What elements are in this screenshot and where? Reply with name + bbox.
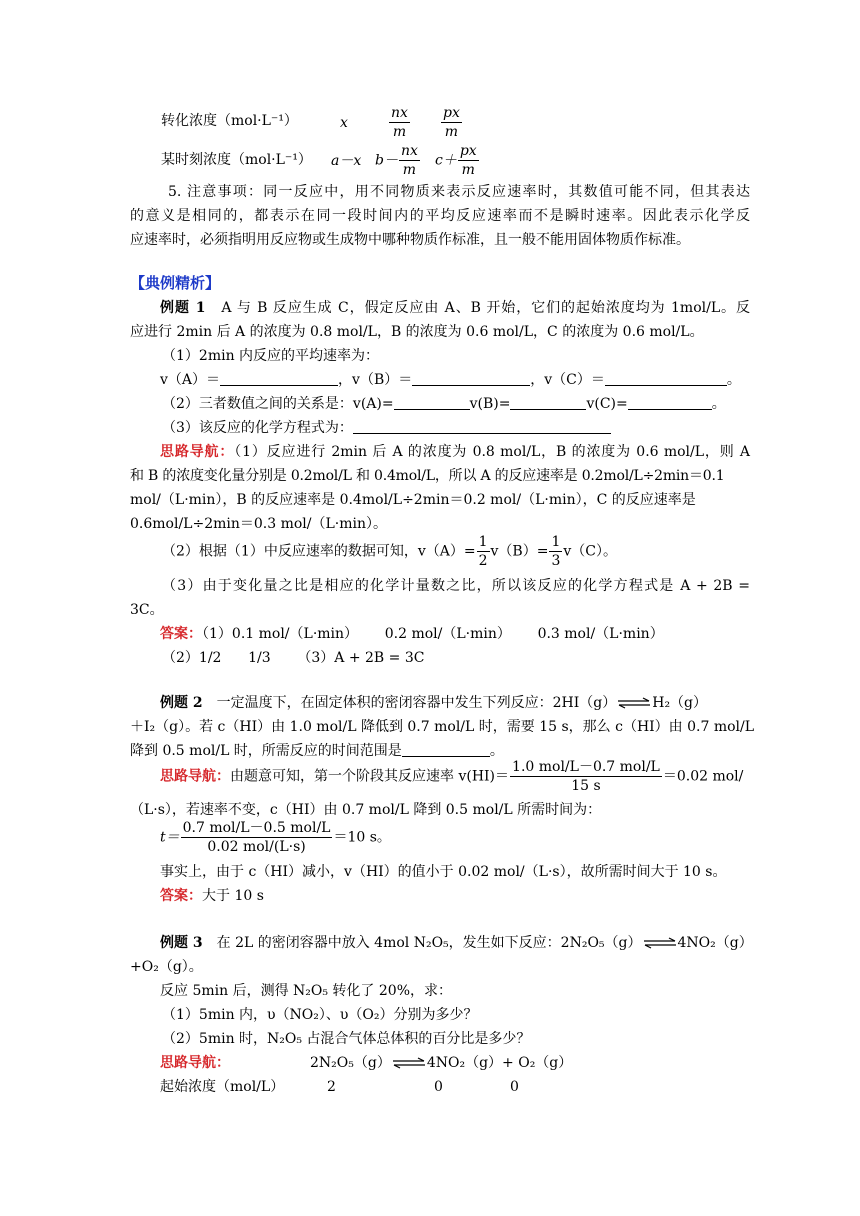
- ex3-init-o2: 0: [510, 1079, 519, 1095]
- ex1-answer-2: （2）1/2 1/3 （3）A + 2B = 3C: [162, 650, 425, 666]
- ex1-guide-4: 0.6mol/L÷2min＝0.3 mol/（L·min）。: [130, 516, 387, 532]
- ex3-init-n2o5: 2: [327, 1079, 336, 1095]
- ex3-q1: （1）5min 内，υ（NO₂）、υ（O₂）分别为多少？: [162, 1007, 478, 1023]
- blank-q2-3: [628, 395, 712, 410]
- ex1-guide-6: （3）由于变化量之比是相应的化学计量数之比，所以该反应的化学方程式是 A + 2B =: [162, 578, 750, 594]
- moment-label: 某时刻浓度（mol·L⁻¹）: [161, 152, 312, 168]
- blank-vB: [412, 371, 530, 386]
- ex1-guide-5: （2）根据（1）中反应速率的数据可知，v（A）= $\frac{1}{2}$ v（B）= $\frac{1}{3}$ v（C）。: [162, 534, 617, 569]
- note5-line1: 5. 注意事项：同一反应中，用不同物质来表示反应速率时，其数值可能不同，但其表达: [168, 184, 750, 200]
- conv-x: x: [340, 115, 348, 131]
- frac-nx-over-m: $\frac{nx}{m}$: [391, 105, 408, 140]
- ex1-q3: （3）该反应的化学方程式为：: [162, 418, 611, 438]
- conv-label: 转化浓度（mol·L⁻¹）: [161, 113, 298, 129]
- ex1-q1: （1）2min 内反应的平均速率为：: [162, 348, 380, 364]
- ex3-init-no2: 0: [434, 1079, 443, 1095]
- ex1-guide-3: mol/（L·min），B 的反应速率是 0.4mol/L÷2min＝0.2 mol/（L·min），C 的反应速率是: [130, 492, 696, 508]
- blank-q3: [353, 419, 611, 434]
- ex2-line3: 降到 0.5 mol/L 时，所需反应的时间范围是 。: [130, 743, 504, 759]
- ex1-rates-line: v（A）＝ ，v（B）＝ ，v（C）＝ 。: [160, 372, 741, 388]
- ex2-guide-2: （L·s），若速率不变，c（HI）由 0.7 mol/L 降到 0.5 mol/L 所需时间为：: [130, 802, 602, 818]
- blank-ex2: [402, 742, 490, 757]
- ex1-guide-2: 和 B 的浓度变化量分别是 0.2mol/L 和 0.4mol/L，所以 A 的反应速率是 0.2mol/L÷2min＝0.1: [130, 468, 725, 484]
- ex3-line3: 反应 5min 后，测得 N₂O₅ 转化了 20%，求：: [160, 983, 452, 999]
- ex2-line2: ＋I₂（g）。若 c（HI）由 1.0 mol/L 降低到 0.7 mol/L 时，需要 15 s，那么 c（HI）由 0.7 mol/L: [130, 719, 755, 735]
- b-minus-nx-over-m: b－ $\frac{nx}{m}$: [375, 143, 418, 178]
- note5-line3: 应速率时，必须指明用反应物或生成物中哪种物质作标准，且一般不能用固体物质作标准。: [130, 232, 690, 248]
- ex1-q2: （2）三者数值之间的关系是：v(A)= v(B)= v(C)= 。: [162, 396, 726, 412]
- ex2-guide-1: 思路导航：由题意可知，第一个阶段其反应速率 v(HI)＝ $\frac{\text{1.0 mol/L－0.7 mol/L}}{15 s}$ ＝0.02 mol/: [160, 759, 744, 794]
- frac-px-over-m: $\frac{px}{m}$: [443, 105, 460, 140]
- ex3-line2: +O₂（g）。: [130, 959, 203, 975]
- note5-line2: 的意义是相同的，都表示在同一段时间内的平均反应速率而不是瞬时速率。因此表示化学反: [130, 208, 750, 224]
- blank-vA: [220, 371, 338, 386]
- ex2-answer: 答案：大于 10 s: [160, 888, 264, 904]
- blank-q2-2: [510, 395, 586, 410]
- ex1-guide-7: 3C。: [130, 602, 164, 618]
- ex3-init-label: 起始浓度（mol/L）: [160, 1079, 285, 1095]
- ex3-q2: （2）5min 时，N₂O₅ 占混合气体总体积的百分比是多少？: [162, 1031, 531, 1047]
- ex2-guide-4: 事实上，由于 c（HI）减小，v（HI）的值小于 0.02 mol/（L·s），故所需时间大于 10 s。: [160, 864, 727, 880]
- blank-vC: [605, 371, 727, 386]
- equilibrium-arrow-icon: [391, 1057, 427, 1069]
- blank-q2-1: [394, 395, 470, 410]
- equilibrium-arrow-icon: [616, 697, 652, 709]
- ex2-guide-3: t＝ $\frac{\text{0.7 mol/L－0.5 mol/L}}{\text{0.02 mol/(L·s)}}$ ＝10 s。: [160, 820, 391, 855]
- section-title: 【典例精析】: [130, 274, 221, 292]
- equilibrium-arrow-icon: [642, 937, 678, 949]
- ex1-guide-1: 思路导航：（1）反应进行 2min 后 A 的浓度为 0.8 mol/L，B 的浓度为 0.6 mol/L，则 A: [160, 444, 750, 460]
- ex3-equation: 2N₂O₅（g） 4NO₂（g）+ O₂（g）: [310, 1055, 573, 1071]
- ex1-answer-1: 答案：（1）0.1 mol/（L·min） 0.2 mol/（L·min） 0.3 mol/（L·min）: [160, 626, 664, 642]
- ex2-line1: 例题 2 一定温度下，在固定体积的密闭容器中发生下列反应：2HI（g） H₂（g）: [160, 695, 708, 711]
- ex1-line1: 例题 1 A 与 B 反应生成 C，假定反应由 A、B 开始，它们的起始浓度均为 1mol/L。反: [160, 300, 750, 316]
- ex3-guide-label: 思路导航：: [160, 1055, 230, 1071]
- ex3-line1: 例题 3 在 2L 的密闭容器中放入 4mol N₂O₅，发生如下反应：2N₂O₅（g） 4NO₂（g）: [160, 935, 753, 951]
- c-plus-px-over-m: c＋ $\frac{px}{m}$: [435, 143, 477, 178]
- a-minus-x: a－x: [331, 153, 362, 169]
- ex1-line2: 应进行 2min 后 A 的浓度为 0.8 mol/L，B 的浓度为 0.6 mol/L，C 的浓度为 0.6 mol/L。: [130, 324, 704, 340]
